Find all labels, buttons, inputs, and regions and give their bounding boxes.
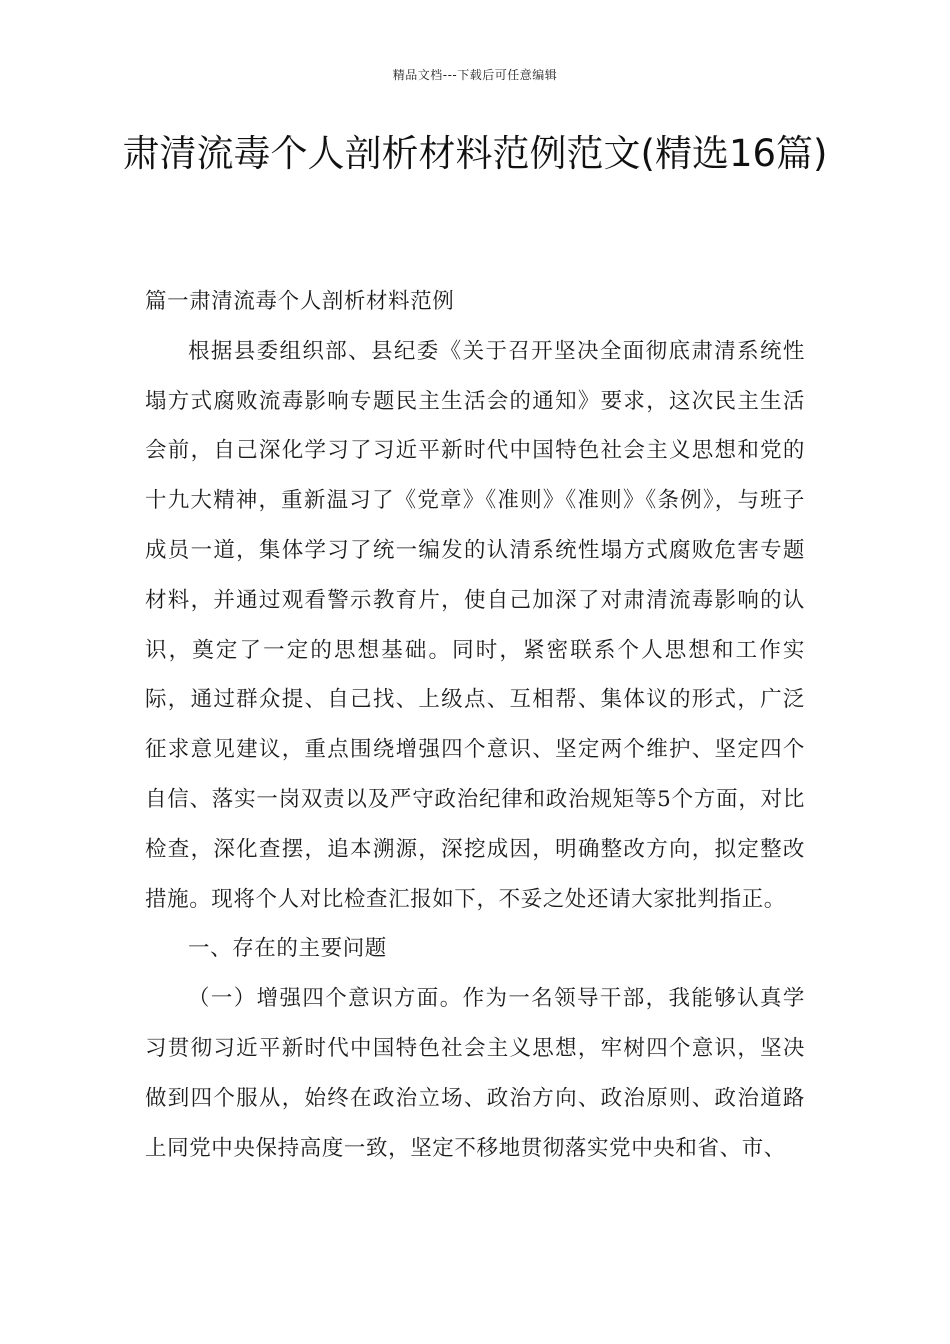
page-header-note: 精品文档---下载后可任意编辑 xyxy=(392,68,558,82)
body-paragraph: 根据县委组织部、县纪委《关于召开坚决全面彻底肃清系统性塌方式腐败流毒影响专题民主生活会的通知》要求，这次民主生活会前，自己深化学习了习近平新时代中国特色社会主义思想和党的十九大精神，重新温习了《党章》《准则》《准则》《条例》，与班子成员一道，集体学习了统一编发的认清系统性塌方式腐败危害专题材料，并通过观看警示教育片，使自己加深了对肃清流毒影响的认识，奠定了一定的思想基础。同时，紧密联系个人思想和工作实际，通过群众提、自己找、上级点、互相帮、集体议的形式，广泛征求意见建议，重点围绕增强四个意识、坚定两个维护、坚定四个自信、落实一岗双责以及严守政治纪律和政治规矩等5个方面，对比检查，深化查摆，追本溯源，深挖成因，明确整改方向，拟定整改措施。现将个人对比检查汇报如下，不妥之处还请大家批判指正。 xyxy=(145,338,805,912)
section-heading: 篇一肃清流毒个人剖析材料范例 xyxy=(145,289,455,314)
document-title: 肃清流毒个人剖析材料范例范文(精选16篇) xyxy=(122,132,828,175)
document-body xyxy=(145,277,805,1173)
body-paragraph: （一）增强四个意识方面。作为一名领导干部，我能够认真学习贯彻习近平新时代中国特色社会主义思想，牢树四个意识，坚决做到四个服从，始终在政治立场、政治方向、政治原则、政治道路上同党中央保持高度一致，坚定不移地贯彻落实党中央和省、市、 xyxy=(145,986,805,1161)
subheading: 一、存在的主要问题 xyxy=(188,936,387,962)
